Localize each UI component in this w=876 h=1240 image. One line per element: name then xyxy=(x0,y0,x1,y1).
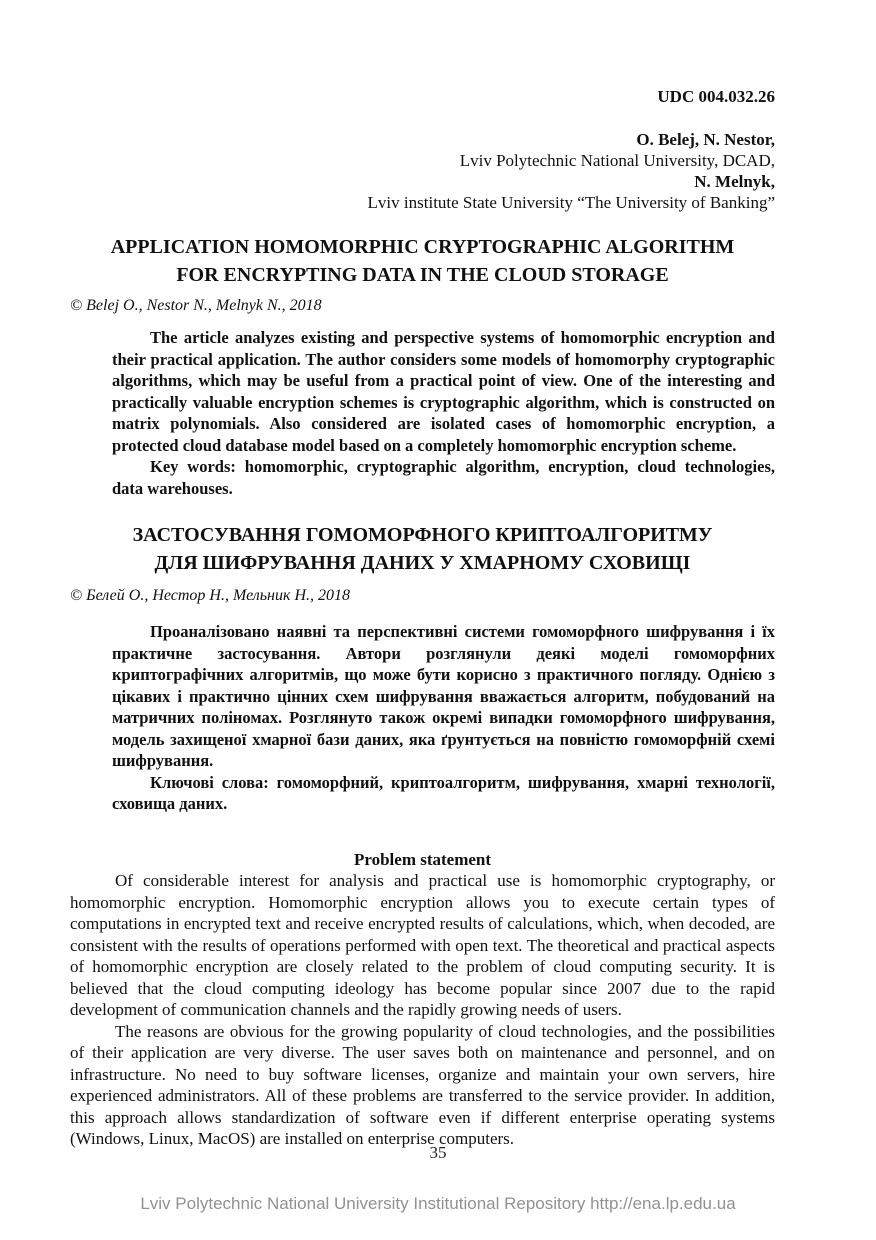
affiliation-line: Lviv Polytechnic National University, DCAD, xyxy=(459,151,775,170)
paper-title-en-line1: APPLICATION HOMOMORPHIC CRYPTOGRAPHIC ALGORITHM xyxy=(110,236,735,258)
authors-block xyxy=(70,129,775,213)
copyright-line-en: © Belej O., Nestor N., Melnyk N., 2018 xyxy=(70,297,322,314)
author-line: O. Belej, N. Nestor, xyxy=(636,130,775,149)
paper-title-en xyxy=(70,233,775,289)
paper-title-en-line2: FOR ENCRYPTING DATA IN THE CLOUD STORAGE xyxy=(176,264,669,286)
page-content xyxy=(70,0,775,1150)
section-heading-problem-statement: Problem statement xyxy=(353,849,492,869)
udc-code: UDC 004.032.26 xyxy=(657,87,775,106)
abstract-ua xyxy=(112,621,775,815)
paper-title-ua xyxy=(70,521,775,577)
abstract-en xyxy=(112,327,775,499)
copyright-line-ua: © Белей О., Нестор Н., Мельник Н., 2018 xyxy=(70,587,351,604)
paper-title-ua-line2: ДЛЯ ШИФРУВАННЯ ДАНИХ У ХМАРНОМУ СХОВИЩІ xyxy=(154,552,691,574)
keywords-ua: Ключові слова: гомоморфний, криптоалгоритм, шифрування, хмарні технології, сховища даних. xyxy=(112,772,775,813)
paper-title-ua-line1: ЗАСТОСУВАННЯ ГОМОМОРФНОГО КРИПТОАЛГОРИТМУ xyxy=(132,524,713,546)
body-paragraph: Of considerable interest for analysis and practical use is homomorphic cryptography, or homomorphic encryption. Homomorphic encryption allows you to execute certain types of computations in encrypted text and receive encrypted results of calculations, which, when decoded, are consistent with the results of operations performed with open text. The theoretical and practical aspects of homomorphic encryption are closely related to the problem of cloud computing security. It is believed that the cloud computing ideology has become popular since 2007 due to the rapid development of communication channels and the rapidly growing needs of users. xyxy=(70,871,775,1019)
affiliation-line: Lviv institute State University “The University of Banking” xyxy=(367,193,775,212)
keywords-en: Key words: homomorphic, cryptographic algorithm, encryption, cloud technologies, data warehouses. xyxy=(112,457,775,498)
page-number: 35 xyxy=(429,1143,447,1162)
author-line: N. Melnyk, xyxy=(694,172,775,191)
abstract-ua-text: Проаналізовано наявні та перспективні системи гомоморфного шифрування і їх практичне застосування. Автори розглянули деякі моделі гомоморфних криптографічних алгоритмів, що може бути корисно з практичного погляду. Однією з цікавих і практично цінних схем шифрування вважається алгоритм, побудований на матричних поліномах. Розглянуто також окремі випадки гомоморфного шифрування, модель захищеної хмарної бази даних, яка ґрунтується на повністю гомоморфній схемі шифрування. xyxy=(112,622,775,770)
abstract-en-text: The article analyzes existing and perspective systems of homomorphic encryption and their practical application. The author considers some models of homomorphy cryptographic algorithms, which may be useful from a practical point of view. One of the interesting and practically valuable encryption schemes is cryptographic algorithm, which is constructed on matrix polynomials. Also considered are isolated cases of homomorphic encryption, a protected cloud database model based on a completely homomorphic encryption scheme. xyxy=(112,328,775,455)
body-paragraph: The reasons are obvious for the growing popularity of cloud technologies, and the possibilities of their application are very diverse. The user saves both on maintenance and personnel, and on infrastructure. No need to buy software licenses, organize and maintain your own servers, hire experienced administrators. All of these problems are transferred to the service provider. In addition, this approach allows standardization of software even if different enterprise operating systems (Windows, Linux, MacOS) are installed on enterprise computers. xyxy=(70,1021,775,1148)
body-text xyxy=(70,870,775,1150)
repository-footer: Lviv Polytechnic National University Institutional Repository http://ena.lp.edu.ua xyxy=(140,1194,736,1213)
